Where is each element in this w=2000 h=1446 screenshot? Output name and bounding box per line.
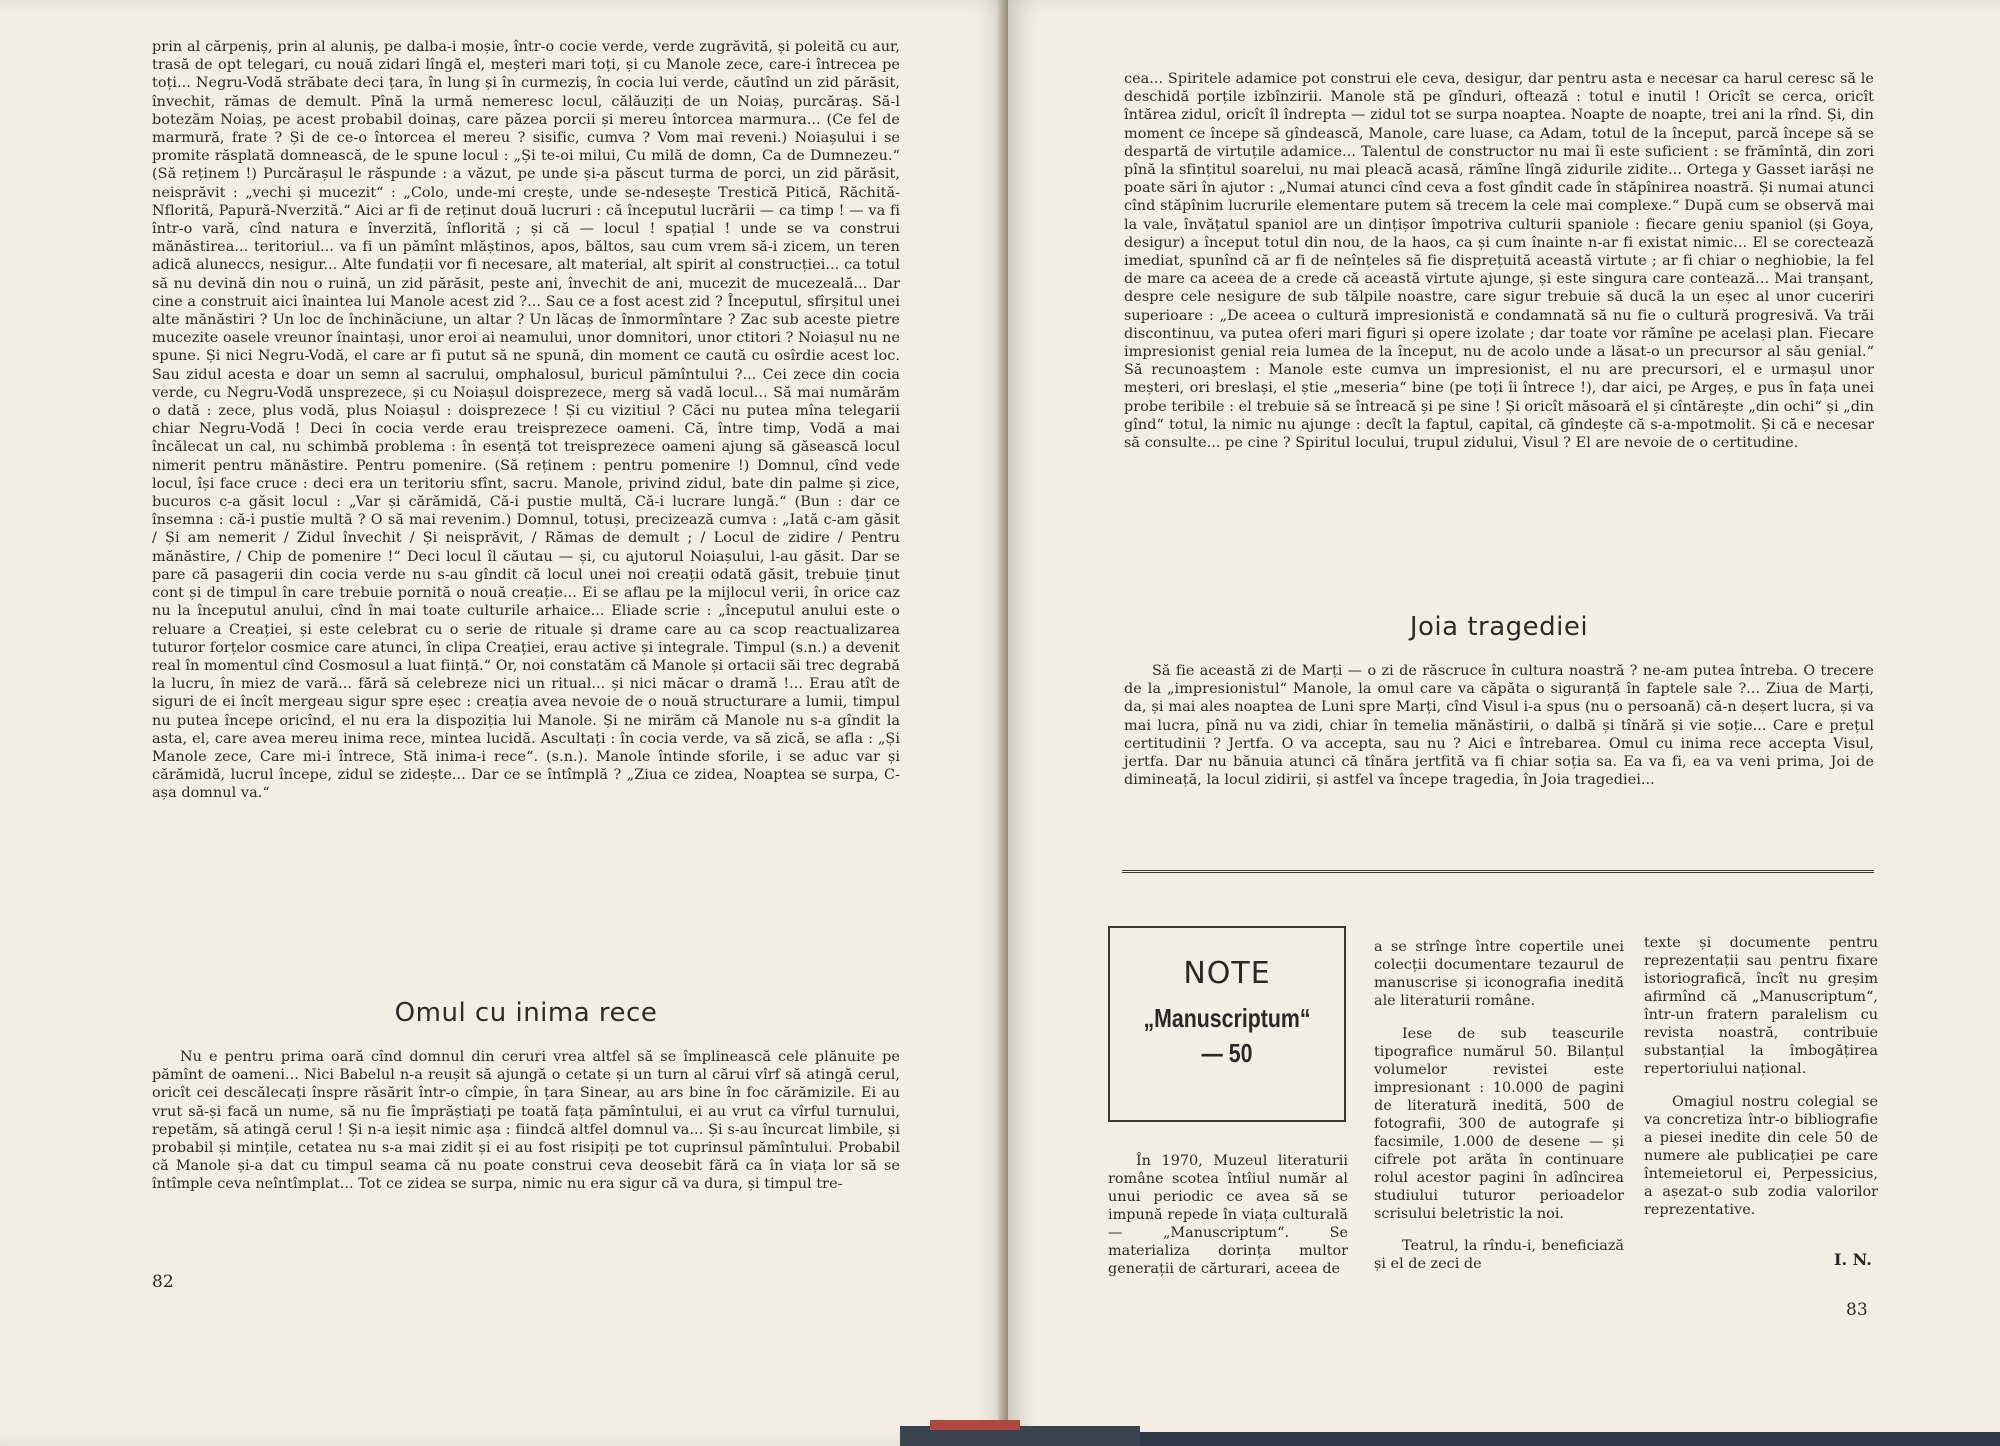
note-box — [1108, 926, 1346, 1122]
right-paragraph-2: Să fie această zi de Marți — o zi de răscruce în cultura noastră ? ne-am putea întreba. O trecere de la „impresionistul“ Manole, la omul care va căpăta o siguranță în faptele sale ?... Ziua de Marți, da, și mai ales noaptea de Luni spre Marți, cînd Visul i-a spus (nu o persoană) că-n deșert lucra, și va mai lucra, pînă nu va zidi, chiar în temelia mănăstirii, o dalbă și tînără și vie soție... Care e prețul certitudinii ? Jertfa. O va accepta, sau nu ? Aici e întrebarea. Omul cu inima rece accepta Visul, jertfa. Dar nu bănuia atunci că tînăra jertfită va fi chiar soția sa. Ea va fi, ea va veni prima, Joi de dimineață, la locul zidirii, și astfel va începe tragedia, în Joia tragediei... — [1124, 663, 1874, 789]
note-col2-text-b: Iese de sub teascurile tipografice numărul 50. Bilanțul volumelor revistei este impresionant : 10.000 de pagini de literatură inedită, 500 de fotografii, 300 de autografe și facsimile, 1.000 de desene — și cifrele pot arăta în continuare rolul acestor pagini în adîncirea studiului tuturor perioadelor scrisului beletristic la noi. — [1374, 1025, 1624, 1222]
note-col2-text-c: Teatrul, la rîndu-i, beneficiază și el de zeci de — [1374, 1238, 1624, 1273]
left-text-block-1 — [152, 38, 900, 803]
note-col3-text-a: texte și documente pentru reprezentații sau pentru fixare istoriografică, încît nu greșim afirmînd că „Manuscriptum“, într-un fratern paralelism cu revista noastră, contribuie substanțial la îmbogățirea repertoriului național. — [1644, 935, 1878, 1078]
right-text-block-2 — [1124, 662, 1874, 789]
note-col3-text-b: Omagiul nostru colegial se va concretiza într-o bibliografie a piesei inedite din cele 50 de numere ale publicației pe care întemeietorul ei, Perpessicius, a așezat-o sub zodia valorilor reprezentative. — [1644, 1093, 1878, 1218]
note-column-3 — [1644, 920, 1878, 1233]
heading-joia-tragediei: Joia tragediei — [1409, 612, 1589, 642]
left-text-block-2 — [152, 1048, 900, 1194]
note-col2-text-a: a se strînge între copertile unei colecții documentare tezaurul de manuscrise și iconografia inedită ale literaturii române. — [1374, 939, 1624, 1010]
signature: I. N. — [1834, 1250, 1872, 1269]
note-column-1 — [1108, 1138, 1348, 1293]
cover-edge — [1140, 1432, 2000, 1446]
right-paragraph-1: cea... Spiritele adamice pot construi ele ceva, desigur, dar pentru asta e necesar ca harul ceresc să le deschidă porțile izbînzirii. Manole stă pe gînduri, oftează : totul e inutil ! Oricît se cerca, oricît întărea zidul, oricît îl îndrepta — zidul tot se surpa noaptea. Noapte de noapte, trei ani la rînd. Și, din moment ce începe să gîndească, Manole, care luase, ca Adam, totul de la început, parcă începe să se despartă de virtuțile adamice... Talentul de constructor nu mai îi este suficient : se frămîntă, din zori pînă la sfințitul soarelui, nu mai pleacă acasă, rămîne lîngă zidurile zidite... Ortega y Gasset iarăși ne poate sări în ajutor : „Numai atunci cînd ceva a fost gîndit cade în stăpînirea noastră. Și numai atunci cînd stăpînim lucrurile elementare putem să trecem la cele mai complexe.“ După cum se observă mai la vale, învățatul spaniol are un dințișor împotriva culturii spaniole : fiecare geniu spaniol (și Goya, desigur) a început totul din nou, de la haos, ca și cum înainte n-ar fi existat nimic... El se corectează imediat, spunînd că ar fi de neînțeles să fie disprețuită această virtute ; ar fi chiar o neghiobie, la fel de mare ca aceea de a crede că această virtute ajunge, și este singura care contează... Mai tranșant, despre cele nesigure de sub tălpile noastre, care sigur trebuie să ducă la un eșec al unor cuceriri superioare : „De aceea o cultură impresionistă e condamnată să nu fie o cultură progresivă. Va trăi discontinuu, va putea oferi mari figuri și opere izolate ; dar toate vor rămîne pe același plan. Fiecare impresionist genial reia lumea de la început, nu de acolo unde a lăsat-o un precursor al său genial.“ Să recunoaștem : Manole este cumva un impresionist, el nu are precursori, el e urmașul unor meșteri, ori breslași, el știe „meseria“ bine (pe toți îi întrece !), dar aici, pe Argeș, e pus în fața unei probe teribile : el trebuie să se întreacă și pe sine ! Și oricît măsoară el și cîntărește „din ochi“ și „din gînd“ totul, la nimic nu ajunge : decît la faptul, capital, că gîndește că s-a-mpotmolit. Și că e necesar să consulte... pe cine ? Spiritul locului, trupul zidului, Visul ? El are nevoie de o certitudine. — [1124, 71, 1874, 452]
note-box-subtitle: „Manuscriptum“ — [1143, 1003, 1311, 1033]
left-paragraph-2: Nu e pentru prima oară cînd domnul din ceruri vrea altfel să se împlinească cele plănuite pe pămînt de oameni... Nici Babelul n-a reușit să ajungă o cetate și un turn al cărui vîrf să atingă cerul, oricît cei descălecați înspre răsărit într-o cîmpie, în țara Sinear, au ars bine în foc cărămizile. Ei au vrut să-și facă un nume, să nu fie împrăștiați pe toată fața pămîntului, ei au vrut ca vîrful turnului, repetăm, să atingă cerul ! Și n-a ieșit nimic așa : fiindcă altfel domnul va... Și s-au încurcat limbile, și probabil și mințile, cetatea nu s-a mai zidit și ei au fost risipiți pe tot cuprinsul pămîntului. Probabil că Manole și-a dat cu timpul seama că nu poate construi ceva deosebit fără ca în viața lor să se întîmple ceva neîntîmplat... Tot ce zidea se surpa, nimic nu era sigur că va dura, și timpul tre- — [152, 1049, 900, 1193]
heading-omul-cu-inima-rece: Omul cu inima rece — [394, 998, 658, 1028]
right-page — [1008, 0, 2000, 1446]
page-number-right: 83 — [1846, 1300, 1868, 1320]
note-column-2 — [1374, 924, 1624, 1288]
right-text-block-1 — [1124, 70, 1874, 452]
left-paragraph-1: prin al cărpeniș, prin al aluniș, pe dalba-i moșie, într-o cocie verde, verde zugrăvită, și poleită cu aur, trasă de opt telegari, cu nouă zidari lîngă el, meșteri mari toți, și cu Manole zece, care-i întrecea pe toți... Negru-Vodă străbate deci țara, în lung și în curmeziș, în cocia lui verde, căutînd un zid părăsit, învechit, rămas de demult. Pînă la urmă nemeresc locul, călăuziți de un Noiaș, purcăraș. Să-l botezăm Noiaș, pe acest probabil doinaș, care păzea porcii și mereu întorcea marmura... (Ce fel de marmură, frate ? Și de ce-o întorcea el mereu ? sisific, cumva ? Vom mai reveni.) Noiașului i se promite răsplată domnească, de le spune locul : „Și te-oi milui, Cu milă de domn, Ca de Dumnezeu.“ (Să reținem !) Purcărașul le răspunde : a văzut, pe unde și-a păscut turma de porci, un zid părăsit, neisprăvit : „vechi și mucezit“ : „Colo, unde-mi crește, unde se-ndesește Trestică Pitică, Răchită-Nfloritã, Papură-Nverzită.“ Aici ar fi de reținut două lucruri : că începutul lucrării — ca timp ! — va fi într-o vară, cînd natura e înverzită, înflorită ; și că — locul ! spațial ! unde se va construi mănăstirea... teritoriul... va fi un pămînt mlăștinos, apos, băltos, sau cum vrem să-i zicem, un teren adică aluneccs, nesigur... Alte fundații vor fi necesare, alt material, alt spirit al construcției... ca totul să nu devină din nou o ruină, un zid părăsit, peste ani, învechit de ani, mucezit de mucezeală... Dar cine a construit aici înaintea lui Manole acest zid ?... Sau ce a fost acest zid ? Începutul, sfîrșitul unei alte mănăstiri ? Un loc de închinăciune, un altar ? Un lăcaș de înmormîntare ? Zac sub aceste pietre mucezite oasele vreunor înaintași, unor eroi ai neamului, unor domnitori, unor ctitori ? Noiașul nu ne spune. Și nici Negru-Vodă, el care ar fi putut să ne spună, din moment ce caută cu osîrdie acest loc. Sau zidul acesta e doar un semn al sacrului, omphalosul, buricul pămîntului ?... Cei zece din cocia verde, cu Negru-Vodă unsprezece, și cu Noiașul doisprezece, merg să vadă locul... Să mai numărăm o dată : zece, plus vodă, plus Noiașul : doisprezece ! Și cu vizitiul ? Căci nu putea mîna telegarii chiar Negru-Vodă ! Deci în cocia verde erau treisprezece oameni. Că, între timp, Vodă a mai încălecat un cal, nu schimbă problema : în esență tot treisprezece oameni ajung să găsească locul nimerit pentru mănăstire. Pentru pomenire. (Să reținem : pentru pomenire !) Domnul, cînd vede locul, își face cruce : deci era un teritoriu sfînt, sacru. Manole, privind zidul, bate din palme și zice, bucuros c-a găsit locul : „Var și cărămidă, Că-i pustie multă, Că-i lucrare lungă.“ (Bun : dar ce însemna : că-i pustie multă ? O să mai revenim.) Domnul, totuși, precizează cumva : „Iată c-am găsit / Și am nemerit / Zidul învechit / Și neisprăvit, / Rămas de demult ; / Locul de zidire / Pentru mănăstire, / Chip de pomenire !“ Deci locul îl căutau — și, cu ajutorul Noiașului, l-au găsit. Dar se pare că pasagerii din cocia verde nu s-au gîndit că locul unei noi creații odată găsit, trebuie ținut cont și de timpul în care trebuie pornită o nouă creație... Ei se aflau pe la mijlocul verii, în orice caz nu la începutul anului, cînd în mai toate culturile arhaice... Eliade scrie : „începutul anului este o reluare a Creației, și este celebrat cu o serie de rituale și drame care au ca scop reactualizarea tuturor forțelor cosmice care atunci, în clipa Creației, erau active și integrale. Timpul (s.n.) a devenit real în momentul cînd Cosmosul a luat ființă.“ Or, noi constatăm că Manole și ortacii săi trec degrabă la lucru, în miez de vară... fără să celebreze nici un ritual... și nici măcar o dramă !... Erau atît de siguri de ei încît mergeau sigur spre eșec : creația avea nevoie de o nouă structurare a lumii, timpul nu putea începe oricînd, el nu era la dispoziția lui Manole. Și ne mirăm că Manole nu s-a gîndit la asta, el, care avea mereu inima rece, mintea lucidă. Ascultați : în cocia verde, va să zică, se afla : „Și Manole zece, Care mi-i întrece, Stă inima-i rece“. (s.n.). Manole întinde sforile, i se aduc var și cărămidă, lucrul începe, zidul se zidește... Dar ce se întîmplă ? „Ziua ce zidea, Noaptea se surpa, C-așa domnul va.“ — [152, 39, 900, 802]
section-divider — [1122, 870, 1874, 873]
note-box-title: NOTE — [1183, 956, 1271, 991]
bookmark-ribbon — [930, 1420, 1020, 1430]
note-col1-text: În 1970, Muzeul literaturii române scotea întîiul număr al unui periodic ce avea să se impună repede în viața culturală — „Manuscriptum“. Se materializa dorința multor generații de cărturari, aceea de — [1108, 1153, 1348, 1278]
page-number-left: 82 — [152, 1272, 174, 1292]
note-box-number: — 50 — [1201, 1038, 1253, 1068]
